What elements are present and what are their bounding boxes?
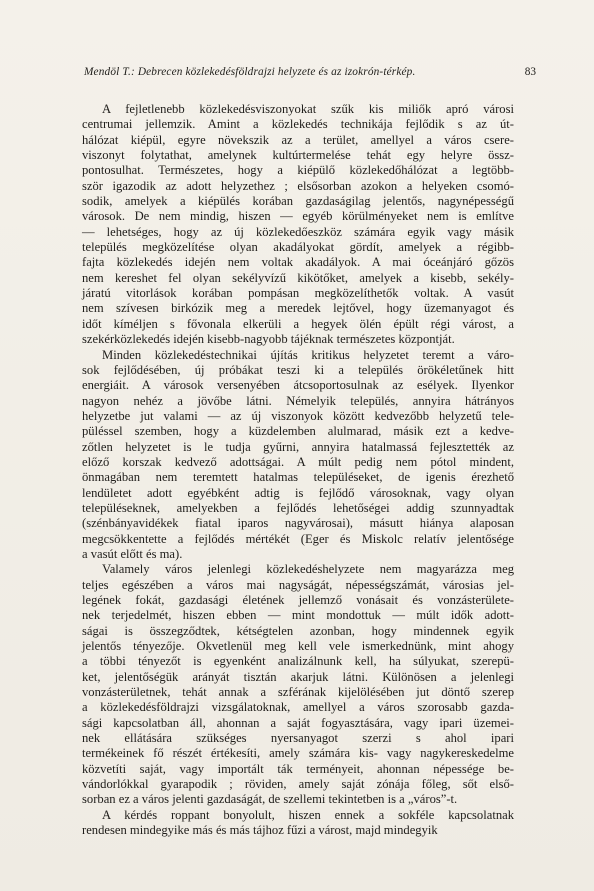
text-line: a többi tényezőt is egyenként analizálnunk kell, ha súlyukat, szerepü- [82,654,514,669]
text-line: sok fejlődésében, új próbákat teszi ki a település örökéletűnek hitt [82,362,514,377]
text-line: járatú vitorlások korában pompásan megközelíthetők voltak. A vasút [82,286,514,301]
text-line: rendesen mindegyike más és más tájhoz fűzi a várost, majd mindegyik [82,823,438,838]
text-line: sodik, amelyek a kiépülés korában gazdaságilag jelentős, nagynépességű [82,194,514,209]
text-line: — lehetséges, hogy az új közlekedőeszköz számára egyik vagy másik [82,224,514,239]
text-line: lendületet adott egyébként adtig is fejlődő városoknak, vagy olyan [82,485,514,500]
paragraph [82,102,514,348]
text-line: önmagában nem teremtett hatalmas településeket, de igenis érezhető [82,470,514,485]
text-line: (szénbányavidékek fiatal iparos nagyvárosai), másutt hiánya alaposan [82,516,514,531]
text-line: időt kíméljen s fővonala elkerüli a hegyek ölén épült régi várost, a [82,316,514,331]
text-line: sorban ez a város jelenti gazdaságát, de szellemi tekintetben is a „város”-t. [82,792,458,807]
text-line: Valamely város jelenlegi közlekedéshelyzete nem magyarázza meg [102,562,514,577]
text-line: püléssel szemben, hogy a küzdelemben alulmarad, másik ezt a kedve- [82,424,514,439]
text-line: vonzásterületnek, tehát annak a szférának kijelölésében jut döntő szerep [82,685,514,700]
text-line: nem kereshet fel olyan sekélyvízű kikötőket, amelyek a kisebb, sekély- [82,270,514,285]
text-line: centrumai jellemzik. Amint a közlekedés technikája fejlődik s az út- [82,117,514,132]
text-line: pontosulhat. Természetes, hogy a kiépülő közlekedőhálózat a legtöbb- [82,163,514,178]
text-line: nek terjedelmét, hiszen ebben — mint mondottuk — múlt idők adott- [82,608,514,623]
text-line: a vasút előtt és ma). [82,546,183,561]
text-line: a közlekedésföldrajzi vizsgálatoknak, amellyel a város szorosabb gazda- [82,700,514,715]
text-line: ször igazodik az adott helyzethez ; elsősorban azokon a helyeken csomó- [82,178,514,193]
text-line: településeknek, amelyekben a fejlődés lehetőségei addig szunnyadtak [82,500,514,515]
running-head [74,64,536,80]
text-line: legének fokát, gazdasági életének jellemző vonásait és vonzásterülete- [82,593,514,607]
text-line: nek ellátására szükséges nyersanyagot szerzi s ahol ipari [82,731,514,746]
text-line: előző korszak kedvező adottságai. A múlt pedig nem pótol mindent, [82,454,514,469]
running-head-title: Mendöl T.: Debrecen közlekedésföldrajzi helyzete és az izokrón-térkép. [84,66,416,78]
text-line: ket, jelentőségük arányát tisztán akarjuk látni. Különösen a jelenlegi [82,669,514,684]
text-line: teljes egészében a város mai nagyságát, népességszámát, városias jel- [82,577,514,592]
text-line: termékeinek fő részét értékesíti, amely számára kis- vagy nagykereskedelme [82,746,514,761]
text-line: helyzetbe jut valami — az új viszonyok között kedvezőbb helyzetű tele- [82,408,514,423]
paragraph [82,348,514,563]
paragraph [82,808,514,839]
text-line: vándorlókkal gyarapodik ; röviden, amely saját zónája főleg, sőt első- [82,777,514,792]
text-line: fajta közlekedés idején nem voltak akadályok. A mai óceánjáró gőzös [82,255,514,270]
text-line: ságai is összegződtek, kétségtelen azonban, hogy mindennek egyik [82,623,514,638]
text-line: megcsökkentette a fejlődés mértékét (Eger és Miskolc relatív jelentősége [82,531,514,546]
text-line: nagyon nehéz a jövőbe látni. Némelyik település, annyira hátrányos [82,393,514,408]
text-line: A kérdés roppant bonyolult, hiszen ennek a sokféle kapcsolatnak [102,807,514,822]
text-line: viszonyt folytathat, amelynek kultúrtermelése tehát egy helyre össz- [82,148,514,163]
text-line: közvetíti saját, vagy importált ták terményeit, ahonnan népessége be- [82,761,514,776]
text-line: energiáit. A városok versenyében átcsoportosulnak az esélyek. Ilyenkor [82,378,514,393]
text-line: sági kapcsolatban áll, ahonnan a saját fogyasztására, vagy ipari üzemei- [82,715,514,730]
text-line: A fejletlenebb közlekedésviszonyokat szűk kis miliők apró városi [102,102,514,116]
body-text [82,102,514,839]
page-number: 83 [524,66,536,78]
text-line: szekérközlekedés idején kisebb-nagyobb tájéknak természetes központját. [82,332,455,347]
text-line: nem szívesen birkózik meg a meredek lejtővel, hogy üzemanyagot és [82,301,514,316]
text-line: városok. De nem mindig, hiszen — egyéb körülményeket nem is említve [82,209,514,224]
text-line: Minden közlekedéstechnikai újítás kritikus helyzetet teremt a váro- [102,347,514,362]
text-line: hálózat kiépül, egyre növekszik az a terület, amellyel a város csere- [82,132,514,147]
text-line: zőtlen helyzetet is le tudja gyűrni, annyira hatalmassá fejlesztették az [82,439,514,454]
text-line: település megközelítése olyan akadályokat gördít, amelyek a régibb- [82,240,514,255]
text-line: jelentős tényezője. Okvetlenül meg kell vele ismerkednünk, mint ahogy [82,639,514,654]
paragraph [82,562,514,808]
